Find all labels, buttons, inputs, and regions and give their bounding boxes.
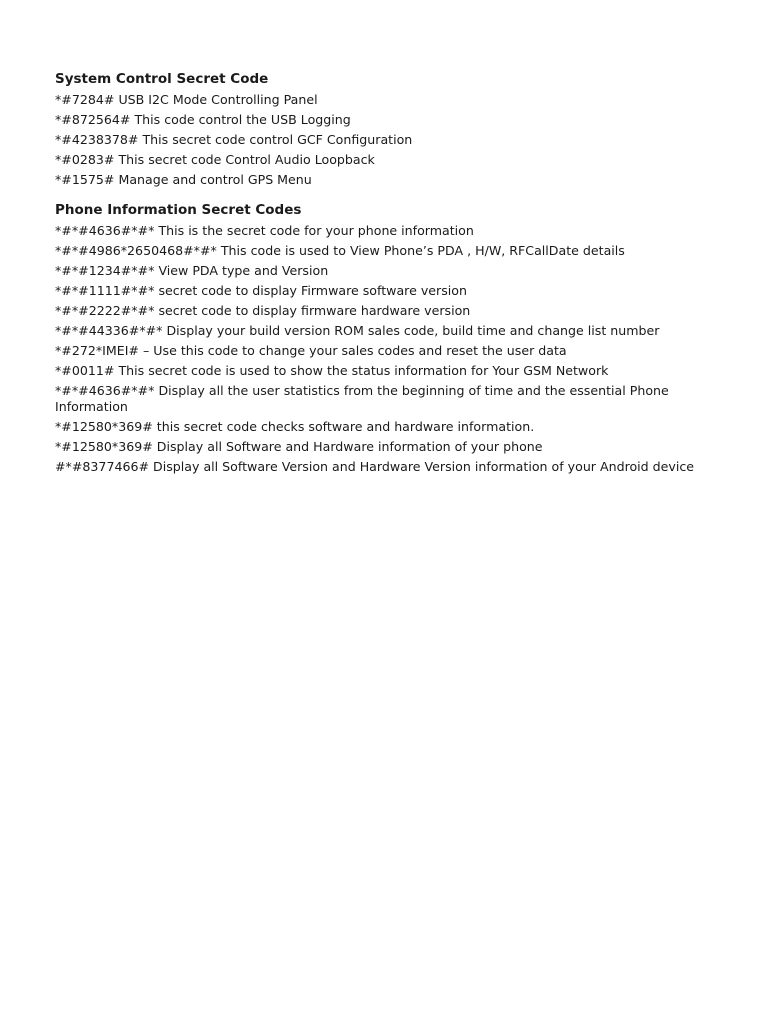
code-line: *#*#1111#*#* secret code to display Firmware software version [55,282,467,298]
code-line: *#7284# USB I2C Mode Controlling Panel [55,92,318,107]
code-line: *#12580*369# Display all Software and Hardware information of your phone [55,439,543,454]
section-heading: System Control Secret Code [55,71,269,87]
code-list [55,223,715,476]
code-line: *#*#2222#*#* secret code to display firmware hardware version [55,302,471,318]
code-line: *#0283# This secret code Control Audio Loopback [55,152,375,167]
section-heading: Phone Information Secret Codes [55,201,302,218]
code-line: *#4238378# This secret code control GCF Configuration [55,132,413,147]
phone-information-section [55,201,715,476]
code-line: *#872564# This code control the USB Logging [55,112,351,127]
system-control-section [55,70,715,189]
code-line: *#*#4636#*#* Display all the user statistics from the beginning of time and the essential Phone Information [55,382,669,414]
code-list [55,92,715,189]
code-line: *#12580*369# this secret code checks software and hardware information. [55,419,535,434]
code-line: *#0011# This secret code is used to show the status information for Your GSM Network [55,362,609,378]
document-page [55,70,715,479]
code-line: *#*#4636#*#* This is the secret code for your phone information [55,222,474,238]
code-line: *#272*IMEI# – Use this code to change your sales codes and reset the user data [55,342,567,358]
code-line: *#*#1234#*#* View PDA type and Version [55,262,329,278]
code-line: *#*#44336#*#* Display your build version ROM sales code, build time and change list number [55,322,660,338]
code-line: *#*#4986*2650468#*#* This code is used to View Phone’s PDA , H/W, RFCallDate details [55,242,625,258]
code-line: #*#8377466# Display all Software Version and Hardware Version information of your Android device [55,459,695,474]
code-line: *#1575# Manage and control GPS Menu [55,172,312,187]
